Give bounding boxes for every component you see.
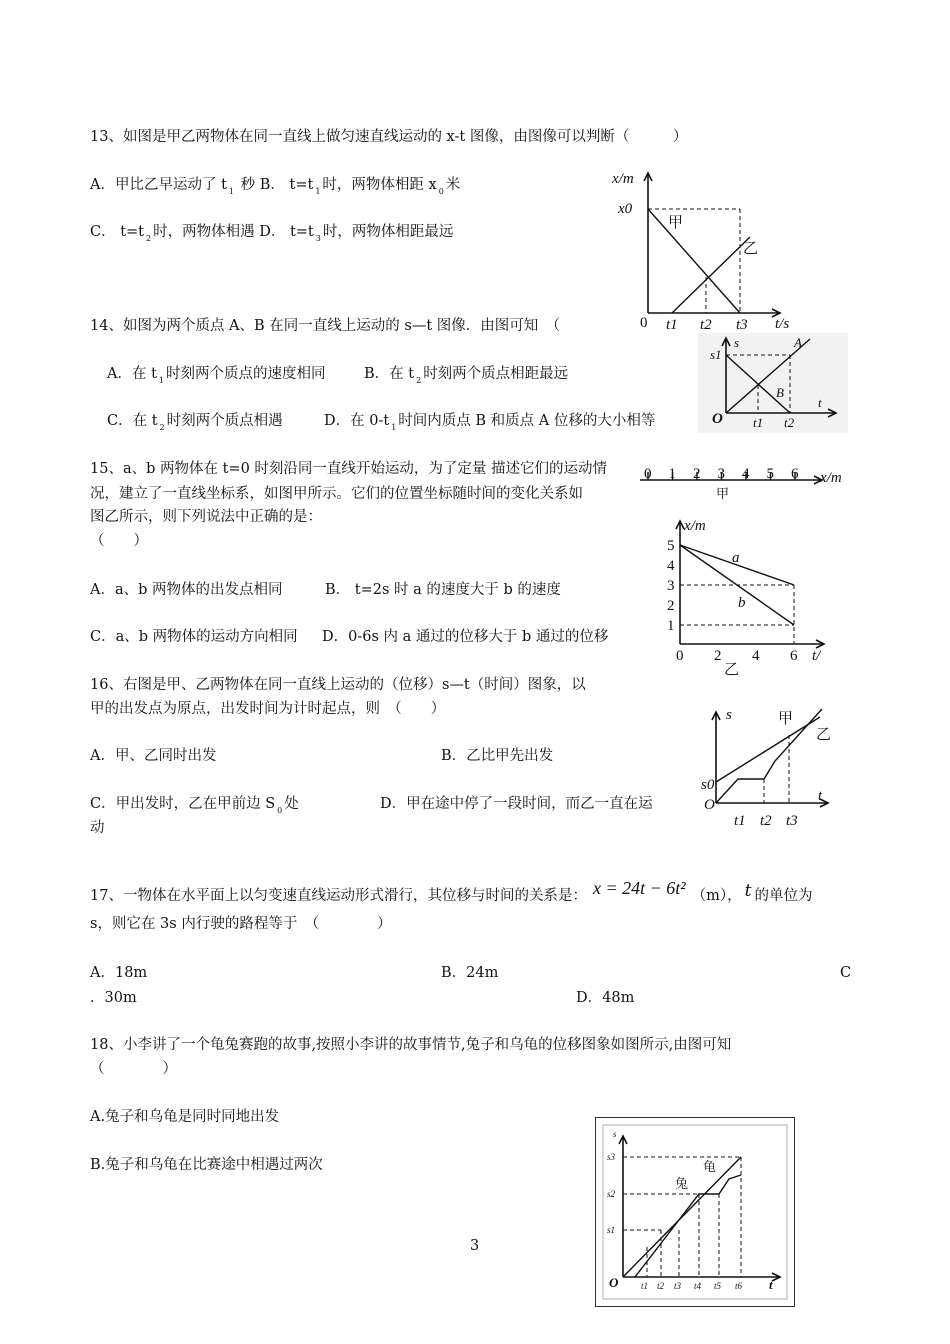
q15-line2: 况，建立了一直线坐标系，如图甲所示。它们的位置坐标随时间的变化关系如 xyxy=(90,486,583,502)
q16-option-c: C．甲出发时，乙在甲前边 S $_0$ 处 xyxy=(90,796,299,815)
q14-option-c: C．在 t $_2$ 时刻两个质点相遇 xyxy=(107,413,283,432)
q15-ruler-caption: 甲 xyxy=(716,486,730,501)
q14-figure xyxy=(698,333,848,433)
q18-t6-label: t6 xyxy=(735,1281,743,1291)
q15-xtick-6: 6 xyxy=(790,648,798,664)
q16-O-label: O xyxy=(704,797,715,813)
q16-option-b: B．乙比甲先出发 xyxy=(441,748,554,764)
q17-option-c-rest: ．30m xyxy=(90,990,137,1006)
q15-ruler-tick-label: 6 xyxy=(791,466,799,482)
q15-y-label: x/m xyxy=(684,518,706,534)
q14-option-b: B．在 t $_2$ 时刻两个质点相距最远 xyxy=(364,366,569,385)
q15-option-b: B． t=2s 时 a 的速度大于 b 的速度 xyxy=(325,582,561,598)
q18-t3-label: t3 xyxy=(674,1281,682,1291)
q18-t-label: t xyxy=(769,1277,773,1292)
q13-origin-label: 0 xyxy=(640,315,648,331)
q14-B-label: B xyxy=(776,385,784,400)
q15-b-label: b xyxy=(738,595,746,611)
q15-ruler-tick-label: 3 xyxy=(717,466,725,482)
q18-option-b: B.兔子和乌龟在比赛途中相遇过两次 xyxy=(90,1157,323,1173)
q14-stem: 14、如图为两个质点 A、B 在同一直线上运动的 s—t 图像．由图可知 （ xyxy=(90,318,561,334)
q16-t-label: t xyxy=(818,788,823,804)
q15-figure xyxy=(664,514,839,679)
q14-option-d: D．在 0-t $_1$ 时间内质点 B 和质点 A 位移的大小相等 xyxy=(324,413,656,432)
q15-paren: （ ） xyxy=(90,533,148,549)
q15-ruler-unit: x/m xyxy=(820,470,842,486)
q15-ruler-tick-label: 1 xyxy=(668,466,676,482)
q15-option-c: C．a、b 两物体的运动方向相同 xyxy=(90,629,298,645)
q13-y-label: x/m xyxy=(612,171,634,187)
q16-s-label: s xyxy=(726,707,732,723)
q18-O-label: O xyxy=(609,1275,619,1290)
q16-option-d1: D．甲在途中停了一段时间，而乙一直在运 xyxy=(380,796,653,812)
q17-line1: 17、一物体在水平面上以匀变速直线运动形式滑行，其位移与时间的关系是： x = 24t − 6t² （m）， t 的单位为 xyxy=(90,878,813,904)
q18-t2-label: t2 xyxy=(657,1281,665,1291)
q14-t1-label: t1 xyxy=(753,415,764,430)
q18-s1-label: s1 xyxy=(607,1225,616,1235)
q15-ytick-4: 4 xyxy=(667,558,675,574)
q18-figure xyxy=(595,1117,795,1307)
q13-option-ab: A．甲比乙早运动了 t $_1$ 秒 B． t=t $_1$ 时，两物体相距 x $_0$ 米 xyxy=(90,177,461,196)
page-number: 3 xyxy=(470,1238,480,1254)
q17-option-d: D．48m xyxy=(576,990,635,1006)
q15-ytick-3: 3 xyxy=(667,578,675,594)
q18-s-label: s xyxy=(613,1129,617,1139)
q16-t3-label: t3 xyxy=(786,813,798,829)
q13-x0-label: x0 xyxy=(618,201,633,217)
q15-xtick-2: 2 xyxy=(714,648,722,664)
q15-option-a: A．a、b 两物体的出发点相同 xyxy=(90,582,283,598)
q18-gui-label: 龟 xyxy=(703,1159,717,1174)
q16-line2: 甲的出发点为原点，出发时间为计时起点，则 （ ） xyxy=(90,701,446,717)
q18-tu-label: 兔 xyxy=(675,1176,689,1191)
q17-line2: s，则它在 3s 内行驶的路程等于 （ ） xyxy=(90,916,392,932)
q16-s0-label: s0 xyxy=(701,777,715,793)
q13-x-label: t/s xyxy=(775,316,790,332)
q16-jia-label: 甲 xyxy=(778,711,794,727)
q18-s3-label: s3 xyxy=(607,1152,616,1162)
q17-option-b: B．24m xyxy=(441,965,499,981)
q17-formula: x = 24t − 6t² xyxy=(592,878,686,898)
q17-option-a: A．18m xyxy=(90,965,148,981)
q18-t4-label: t4 xyxy=(694,1281,702,1291)
q15-xtick-0: 0 xyxy=(676,648,684,664)
q14-O-label: O xyxy=(712,411,723,427)
q14-s-label: s xyxy=(734,335,740,350)
q16-t1-label: t1 xyxy=(734,813,746,829)
q13-figure xyxy=(600,165,815,335)
q16-option-d2: 动 xyxy=(90,820,105,836)
q15-ruler-tick-label: 4 xyxy=(742,466,750,482)
q18-t1-label: t1 xyxy=(641,1281,649,1291)
q13-t1-label: t1 xyxy=(666,317,678,333)
q13-yi-label: 乙 xyxy=(743,241,759,257)
q14-t2-label: t2 xyxy=(784,415,795,430)
q13-stem: 13、如图是甲乙两物体在同一直线上做匀速直线运动的 x-t 图像，由图像可以判断（ ） xyxy=(90,129,688,145)
q15-ruler-tick-label: 0 xyxy=(644,466,652,482)
q15-ruler-tick-label: 5 xyxy=(766,466,774,482)
q18-option-a: A.兔子和乌龟是同时同地出发 xyxy=(90,1109,280,1125)
q14-A-label: A xyxy=(794,335,802,350)
q15-ruler xyxy=(636,458,851,503)
q13-jia-label: 甲 xyxy=(668,215,684,231)
q16-line1: 16、右图是甲、乙两物体在同一直线上运动的（位移）s—t（时间）图象，以 xyxy=(90,677,586,693)
q15-option-d: D．0-6s 内 a 通过的位移大于 b 通过的位移 xyxy=(322,629,609,645)
q18-paren: （ ） xyxy=(90,1061,177,1077)
q14-s1-label: s1 xyxy=(710,347,722,362)
q15-ytick-2: 2 xyxy=(667,598,675,614)
q16-figure xyxy=(700,705,840,835)
q16-yi-label: 乙 xyxy=(816,727,832,743)
q13-option-cd: C． t=t $_2$ 时，两物体相遇 D． t=t $_3$ 时，两物体相距最远 xyxy=(90,224,454,243)
q16-t2-label: t2 xyxy=(760,813,772,829)
q15-caption: 乙 xyxy=(724,662,740,678)
q15-line1: 15、a、b 两物体在 t=0 时刻沿同一直线开始运动，为了定量 描述它们的运动情 xyxy=(90,461,608,477)
q17-option-c-letter: C xyxy=(840,965,852,981)
q15-x-label: t/ xyxy=(812,648,821,664)
q14-t-label: t xyxy=(818,395,822,410)
q15-a-label: a xyxy=(732,550,740,566)
q15-ytick-5: 5 xyxy=(667,538,675,554)
q18-line1: 18、小李讲了一个龟兔赛跑的故事,按照小李讲的故事情节,兔子和乌龟的位移图象如图所示,由图可知 xyxy=(90,1037,732,1053)
q14-option-a: A．在 t $_1$ 时刻两个质点的速度相同 xyxy=(107,366,326,385)
q18-t5-label: t5 xyxy=(714,1281,722,1291)
q13-t3-label: t3 xyxy=(736,317,748,333)
q15-ruler-tick-label: 2 xyxy=(693,466,701,482)
q15-xtick-4: 4 xyxy=(752,648,760,664)
q15-line3: 图乙所示，则下列说法中正确的是： xyxy=(90,509,322,525)
q16-option-a: A．甲、乙同时出发 xyxy=(90,748,217,764)
q13-t2-label: t2 xyxy=(700,317,712,333)
q15-ytick-1: 1 xyxy=(667,618,675,634)
q18-s2-label: s2 xyxy=(607,1189,616,1199)
